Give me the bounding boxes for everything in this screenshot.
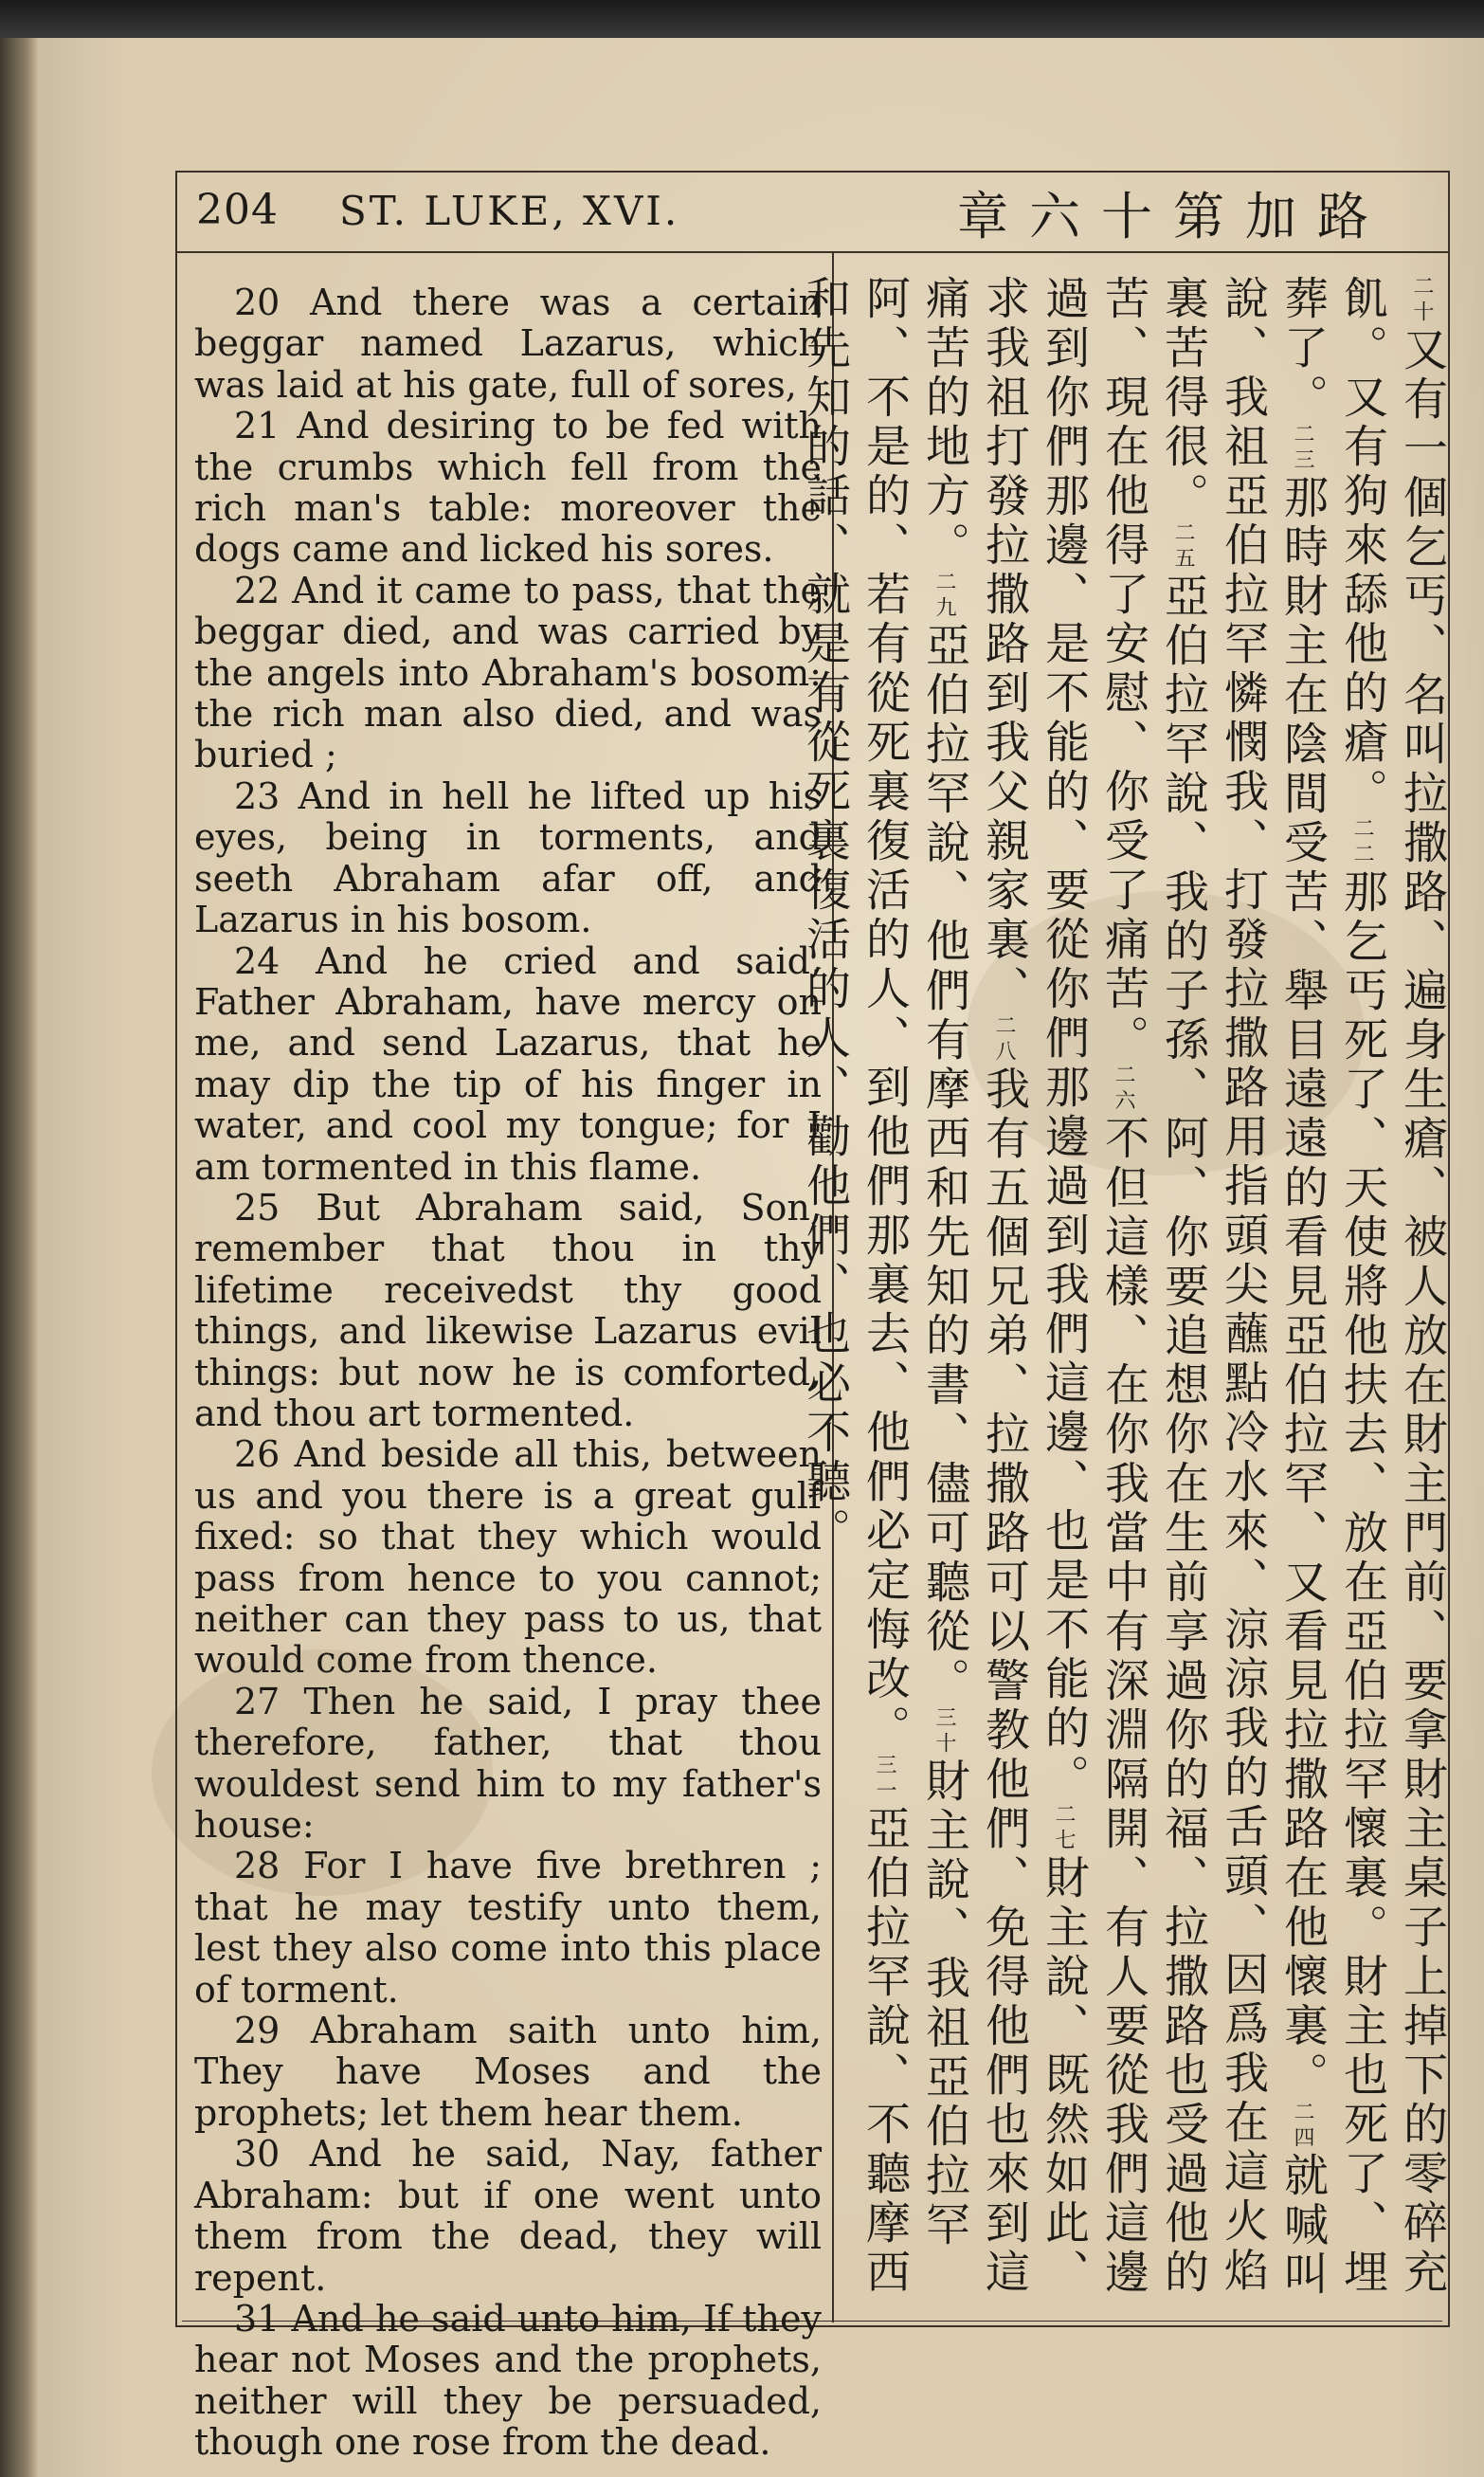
chinese-verse-text: 那乞丐死了、天使將他扶去、放在亞伯拉罕懷裏。財主也死了、埋葬了。 — [1276, 275, 1388, 2298]
book-spine-shadow — [0, 0, 1484, 38]
page-gutter-edge — [0, 38, 38, 2477]
verse-number: 20 — [234, 282, 281, 323]
verse-number: 24 — [234, 939, 281, 982]
chinese-verse-number: 二四 — [1291, 2101, 1314, 2152]
verse-number: 23 — [234, 774, 281, 817]
verse-number: 30 — [234, 2133, 281, 2176]
verse-text: And beside all this, between us and you there is a great gulf fixed: so that they which would pass from hence to you cannot; neither can they pass to us, that would come from thence. — [194, 1433, 822, 1682]
verse-22 — [194, 571, 822, 776]
verse-number: 28 — [234, 1845, 281, 1887]
chinese-verse-text: 亞伯拉罕說、不聽摩西和先知的話、就是有從死裏復活的人、勸他們、也必不聽。 — [799, 275, 911, 2298]
chinese-verse-number: 二十 — [1410, 275, 1434, 326]
chinese-verse-text: 亞伯拉罕說、他們有摩西和先知的書、儘可聽從。 — [918, 622, 970, 1706]
header-rule — [175, 251, 1450, 253]
verse-text: Then he said, I pray thee therefore, father, that thou wouldest send him to my father's house: — [194, 1680, 822, 1847]
verse-number: 22 — [234, 569, 281, 611]
verse-20 — [194, 282, 822, 406]
chinese-verse-text: 不但這樣、在你我當中有深淵隔開、有人要從我們這邊過到你們那邊、是不能的、要從你們那邊過到我們這邊、也是不能的。 — [1038, 275, 1149, 2298]
verse-31 — [194, 2299, 822, 2464]
chinese-verse-9 — [918, 571, 970, 1706]
verse-30 — [194, 2134, 822, 2299]
verse-24 — [194, 941, 822, 1188]
chinese-verse-number: 二九 — [932, 571, 956, 622]
english-text-column — [194, 282, 822, 2464]
chinese-verse-number: 二三 — [1291, 423, 1314, 474]
chinese-verse-number: 二七 — [1052, 1803, 1076, 1854]
verse-29 — [194, 2011, 822, 2134]
verse-text: And he cried and said, Father Abraham, have mercy on me, and send Lazarus, that he may dip the tip of his finger in water, and cool my tongue; for I am tormented in this flame. — [194, 939, 822, 1188]
verse-25 — [194, 1188, 822, 1434]
verse-text: But Abraham said, Son, remember that thou in thy lifetime receivedst thy good things, and likewise Lazarus evil things: but now he is comforted, and thou art tormented. — [194, 1186, 822, 1434]
verse-number: 27 — [234, 1680, 281, 1722]
verse-text: And he said, Nay, father Abraham: but if one went unto them from the dead, they will repent. — [194, 2133, 822, 2299]
chinese-verse-text: 那時財主在陰間受苦、舉目遠遠的看見亞伯拉罕、又看見拉撒路在他懷裏。 — [1276, 474, 1329, 2101]
verse-text: And he said unto him, If they hear not Moses and the prophets, neither will they be persuaded, though one rose from the dead. — [194, 2297, 822, 2464]
verse-28 — [194, 1846, 822, 2011]
verse-27 — [194, 1682, 822, 1847]
running-head: ST. LUKE, XVI. — [339, 188, 680, 234]
verse-number: 31 — [234, 2297, 281, 2340]
verse-text: And it came to pass, that the beggar died, and was carried by the angels into Abraham's bosom: the rich man also died, and was buried ; — [194, 569, 822, 776]
chinese-verse-text: 就喊叫說、我祖亞伯拉罕憐憫我、打發拉撒路用指頭尖蘸點冷水來、涼涼我的舌頭、因爲我在這火焰裏苦得很。 — [1157, 275, 1329, 2300]
verse-21 — [194, 406, 822, 571]
chinese-verse-text: 我有五個兄弟、拉撒路可以警教他們、免得他們也來到這痛苦的地方。 — [918, 275, 1030, 2298]
verse-26 — [194, 1434, 822, 1681]
chinese-verse-text: 財主說、既然如此、求我祖打發拉撒路到我父親家裏、 — [978, 275, 1090, 2298]
page-number: 204 — [196, 186, 279, 234]
verse-text: And there was a certain beggar named Lazarus, which was laid at his gate, full of sores, — [194, 282, 822, 406]
chinese-verse-text: 又有一個乞丐、名叫拉撒路、遍身生瘡、被人放在財主門前、要拿財主桌子上掉下的零碎充飢。又有狗來舔他的瘡。 — [1336, 275, 1448, 2298]
verse-number: 21 — [234, 405, 281, 447]
chinese-verse-number: 三一 — [873, 1754, 896, 1805]
chinese-verse-3 — [1276, 423, 1329, 2101]
chinese-text-column — [799, 275, 1452, 2313]
chinese-running-head: 章六十第加路 — [957, 187, 1389, 246]
verse-text: For I have five brethren ; that he may testify unto them, lest they also come into this place of torment. — [194, 1845, 822, 2011]
verse-text: And in hell he lifted up his eyes, being in torments, and seeth Abraham afar off, and Lazarus in his bosom. — [194, 774, 822, 941]
chinese-verse-number: 二五 — [1171, 521, 1195, 573]
verse-text: And desiring to be fed with the crumbs which fell from the rich man's table: moreover the dogs came and licked his sores. — [194, 405, 822, 571]
verse-number: 25 — [234, 1186, 281, 1229]
chinese-verse-number: 三十 — [932, 1706, 956, 1758]
chinese-verse-text: 財主說、我祖亞伯拉罕阿、不是的、若有從死裏復活的人、到他們那裏去、他們必定悔改。 — [859, 275, 970, 2250]
chinese-verse-text: 亞伯拉罕說、我的子孫、阿、你要追想你在生前享過你的福、拉撒路也受過他的苦、現在他得了安慰、你受了痛苦。 — [1097, 275, 1209, 2298]
verse-number: 29 — [234, 2010, 281, 2052]
verse-23 — [194, 776, 822, 941]
verse-number: 26 — [234, 1433, 281, 1476]
chinese-verse-number: 二六 — [1112, 1064, 1135, 1115]
verse-text: Abraham saith unto him, They have Moses and the prophets; let them hear them. — [194, 2010, 822, 2134]
chinese-verse-number: 二二 — [1350, 817, 1374, 868]
chinese-verse-number: 二八 — [992, 1014, 1016, 1065]
